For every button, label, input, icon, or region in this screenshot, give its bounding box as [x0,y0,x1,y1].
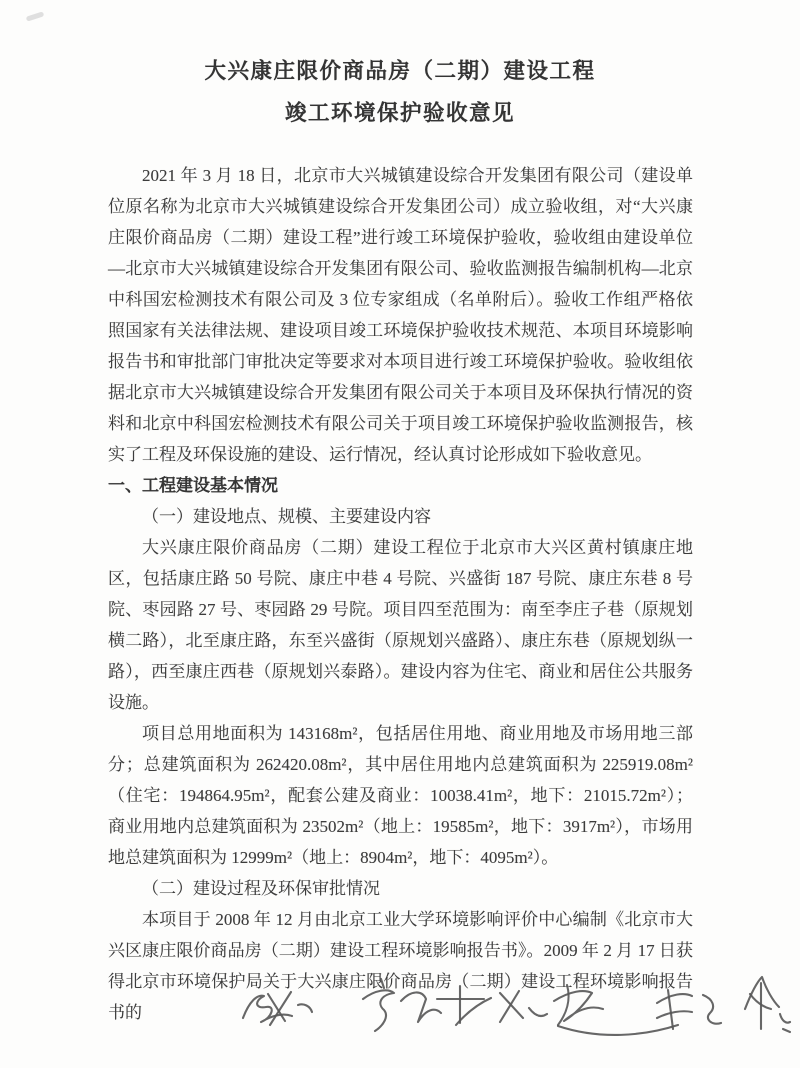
document-body [108,160,693,1028]
signatures-ink [205,972,795,1052]
intro-paragraph: 2021 年 3 月 18 日，北京市大兴城镇建设综合开发集团有限公司（建设单位原名称为北京市大兴城镇建设综合开发集团公司）成立验收组，对“大兴康庄限价商品房（二期）建设工程”进行竣工环境保护验收，验收组由建设单位—北京市大兴城镇建设综合开发集团有限公司、验收监测报告编制机构—北京中科国宏检测技术有限公司及 3 位专家组成（名单附后）。验收工作组严格依照国家有关法律法规、建设项目竣工环境保护验收技术规范、本项目环境影响报告书和审批部门审批决定等要求对本项目进行竣工环境保护验收。验收组依据北京市大兴城镇建设综合开发集团有限公司关于本项目及环保执行情况的资料和北京中科国宏检测技术有限公司关于项目竣工环境保护验收监测报告，核实了工程及环保设施的建设、运行情况，经认真讨论形成如下验收意见。 [108,166,693,464]
area-paragraph: 项目总用地面积为 143168m²，包括居住用地、商业用地及市场用地三部分；总建筑面积为 262420.08m²，其中居住用地内总建筑面积为 225919.08m²（住宅：194864.95m²，配套公建及商业：10038.41m²，地下：21015.72m²）；商业用地内总建筑面积为 23502m²（地上：19585m²，地下：3917m²），市场用地总建筑面积为 12999m²（地上：8904m²，地下：4095m²）。 [108,724,693,867]
section-1-1-heading: （一）建设地点、规模、主要建设内容 [142,507,431,526]
signature-4 [554,985,678,1035]
handwritten-signatures [205,972,795,1052]
title-line-2: 竣工环境保护验收意见 [284,101,515,125]
signature-6 [745,977,790,1032]
document-title [0,50,800,134]
section-1-2-heading: （二）建设过程及环保审批情况 [142,879,380,898]
signature-5 [657,990,721,1029]
title-line-1: 大兴康庄限价商品房（二期）建设工程 [204,59,596,83]
signature-3 [437,986,547,1025]
location-paragraph: 大兴康庄限价商品房（二期）建设工程位于北京市大兴区黄村镇康庄地区，包括康庄路 50 号院、康庄中巷 4 号院、兴盛街 187 号院、康庄东巷 8 号院、枣园路 27 号、枣园路 29 号院。项目四至范围为：南至李庄子巷（原规划横二路），北至康庄路，东至兴盛街（原规划兴盛路）、康庄东巷（原规划纵一路），西至康庄西巷（原规划兴泰路）。建设内容为住宅、商业和居住公共服务设施。 [108,538,693,712]
section-1-heading: 一、工程建设基本情况 [108,476,278,495]
scan-artifact [26,11,45,21]
approval-paragraph: 本项目于 2008 年 12 月由北京工业大学环境影响评价中心编制《北京市大兴区康庄限价商品房（二期）建设工程环境影响报告书》。2009 年 2 月 17 日获得北京市环境保护局关于大兴康庄限价商品房（二期）建设工程环境影响报告书的 [108,910,693,1022]
signature-2 [363,979,441,1031]
signature-1 [243,992,312,1025]
